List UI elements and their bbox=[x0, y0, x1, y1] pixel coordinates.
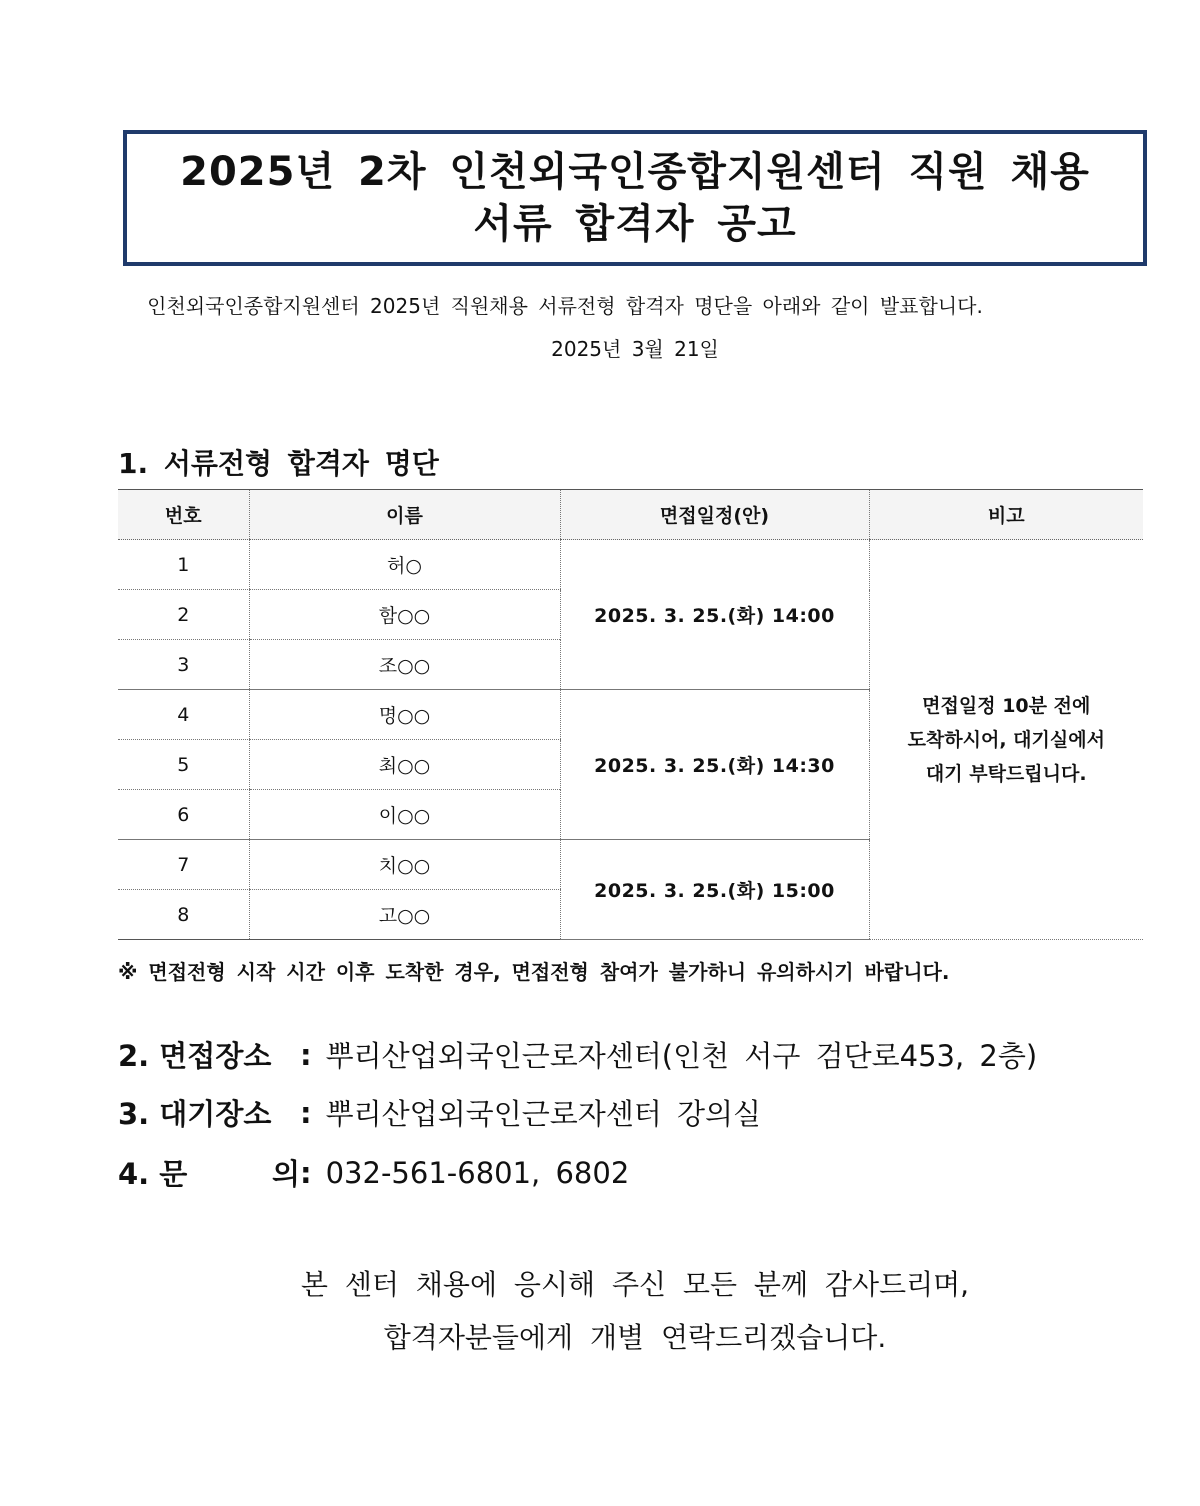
col-header-remarks: 비고 bbox=[869, 490, 1143, 540]
section1-heading: 1. 서류전형 합격자 명단 bbox=[118, 447, 439, 480]
closing-line2: 합격자분들에게 개별 연락드리겠습니다. bbox=[383, 1321, 887, 1354]
title-box bbox=[123, 130, 1147, 266]
info-contact bbox=[118, 1152, 629, 1193]
remarks-line: 대기 부탁드립니다. bbox=[925, 762, 1087, 785]
info-interview-location bbox=[118, 1034, 1037, 1075]
info-value: 뿌리산업외국인근로자센터(인천 서구 검단로453, 2층) bbox=[325, 1039, 1038, 1073]
row-number: 5 bbox=[118, 740, 249, 790]
row-name: 함○○ bbox=[249, 590, 560, 640]
info-value: 032-561-6801, 6802 bbox=[325, 1155, 630, 1190]
info-colon: : bbox=[300, 1155, 312, 1190]
row-number: 8 bbox=[118, 890, 249, 940]
row-number: 4 bbox=[118, 690, 249, 740]
info-waiting-location bbox=[118, 1092, 761, 1133]
row-number: 2 bbox=[118, 590, 249, 640]
row-number: 3 bbox=[118, 640, 249, 690]
row-number: 6 bbox=[118, 790, 249, 840]
remarks-cell bbox=[869, 540, 1143, 940]
schedule-cell: 2025. 3. 25.(화) 15:00 bbox=[560, 840, 869, 940]
info-label: 4. 문 의 bbox=[118, 1157, 300, 1191]
col-header-number: 번호 bbox=[118, 490, 249, 540]
row-name: 조○○ bbox=[249, 640, 560, 690]
announcement-date: 2025년 3월 21일 bbox=[551, 337, 719, 361]
remarks-line: 면접일정 10분 전에 bbox=[922, 694, 1091, 717]
info-colon: : bbox=[300, 1095, 312, 1130]
row-number: 1 bbox=[118, 540, 249, 590]
closing-line1: 본 센터 채용에 응시해 주신 모든 분께 감사드리며, bbox=[300, 1268, 970, 1301]
intro-text: 인천외국인종합지원센터 2025년 직원채용 서류전형 합격자 명단을 아래와 같이 발표합니다. bbox=[147, 294, 983, 318]
remarks-line: 도착하시어, 대기실에서 bbox=[907, 728, 1105, 751]
info-label: 3. 대기장소 bbox=[118, 1097, 272, 1131]
table-header-row bbox=[118, 490, 1143, 540]
info-colon: : bbox=[300, 1037, 312, 1072]
row-name: 명○○ bbox=[249, 690, 560, 740]
row-name: 최○○ bbox=[249, 740, 560, 790]
passer-table bbox=[118, 489, 1143, 940]
info-label: 2. 면접장소 bbox=[118, 1039, 272, 1073]
col-header-schedule: 면접일정(안) bbox=[560, 490, 869, 540]
col-header-name: 이름 bbox=[249, 490, 560, 540]
schedule-cell: 2025. 3. 25.(화) 14:30 bbox=[560, 690, 869, 840]
table-row bbox=[118, 540, 1143, 590]
info-value: 뿌리산업외국인근로자센터 강의실 bbox=[325, 1097, 762, 1131]
page-title-line1: 2025년 2차 인천외국인종합지원센터 직원 채용 bbox=[180, 149, 1090, 195]
row-name: 치○○ bbox=[249, 840, 560, 890]
arrival-notice: ※ 면접전형 시작 시간 이후 도착한 경우, 면접전형 참여가 불가하니 유의하시기 바랍니다. bbox=[118, 960, 950, 984]
row-name: 고○○ bbox=[249, 890, 560, 940]
row-name: 이○○ bbox=[249, 790, 560, 840]
row-number: 7 bbox=[118, 840, 249, 890]
page-title-line2: 서류 합격자 공고 bbox=[473, 201, 797, 247]
row-name: 허○ bbox=[249, 540, 560, 590]
schedule-cell: 2025. 3. 25.(화) 14:00 bbox=[560, 540, 869, 690]
